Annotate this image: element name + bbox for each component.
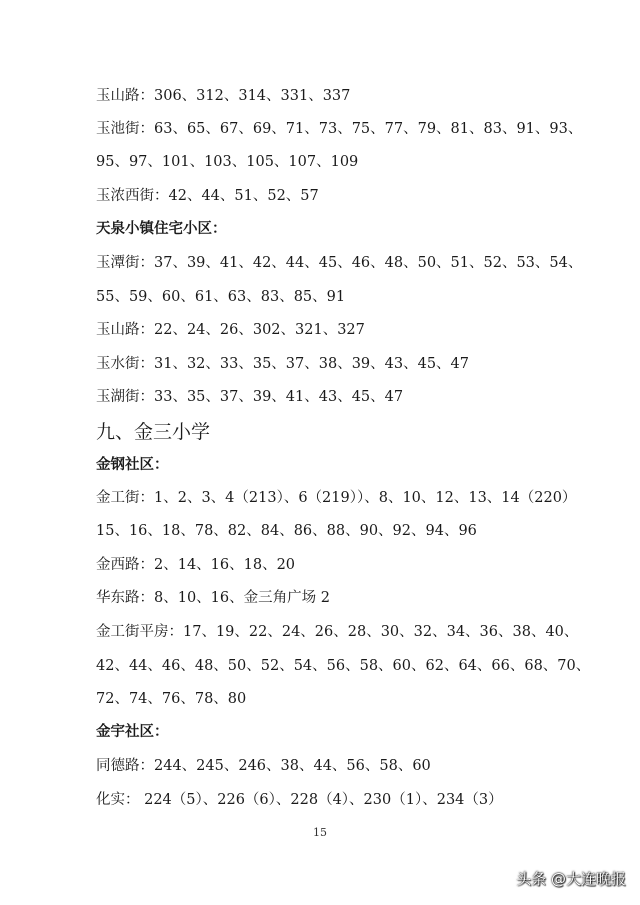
- text-line-jingong-street-cont: 15、16、18、78、82、84、86、88、90、92、94、96: [96, 523, 477, 539]
- text-line-jinxi-road: 金西路：2、14、16、18、20: [96, 557, 296, 573]
- text-line-huashi: 化实： 224（5）、226（6）、228（4）、230（1）、234（3）: [96, 792, 503, 808]
- section-heading-jinsan-school: 九、金三小学: [96, 421, 211, 443]
- text-line-jingong-street-bungalow: 金工街平房：17、19、22、24、26、28、30、32、34、36、38、40、: [96, 624, 579, 640]
- text-line-yuchi-street-cont: 95、97、101、103、105、107、109: [96, 154, 359, 170]
- text-line-yushan-road-2: 玉山路：22、24、26、302、321、327: [96, 322, 365, 338]
- text-line-jingong-street-bungalow-cont-1: 42、44、46、48、50、52、54、56、58、60、62、64、66、68、70、: [96, 658, 591, 674]
- text-line-jingong-street: 金工街：1、2、3、4（213）、6（219））、8、10、12、13、14（220）: [96, 490, 577, 506]
- text-line-yutan-street: 玉潭街：37、39、41、42、44、45、46、48、50、51、52、53、54、: [96, 255, 583, 271]
- text-line-yuchi-street: 玉池街：63、65、67、69、71、73、75、77、79、81、83、91、93、: [96, 121, 583, 137]
- text-line-yushan-road-1: 玉山路：306、312、314、331、337: [96, 88, 351, 104]
- page-number: 15: [313, 826, 327, 839]
- text-line-yutan-street-cont: 55、59、60、61、63、83、85、91: [96, 289, 346, 305]
- text-line-jingong-street-bungalow-cont-2: 72、74、76、78、80: [96, 691, 247, 707]
- text-line-yunongxi-street: 玉浓西街：42、44、51、52、57: [96, 188, 319, 204]
- text-line-tongde-road: 同德路：244、245、246、38、44、56、58、60: [96, 758, 431, 774]
- subheading-jingang-community: 金钢社区：: [96, 457, 169, 473]
- watermark: 头条 @大连晚报: [516, 870, 626, 888]
- subheading-tianquan-xiaozhen: 天泉小镇住宅小区：: [96, 221, 227, 237]
- text-line-yuhu-street: 玉湖街：33、35、37、39、41、43、45、47: [96, 389, 404, 405]
- text-line-huadong-road: 华东路：8、10、16、金三角广场 2: [96, 590, 330, 606]
- text-line-yushui-street: 玉水街：31、32、33、35、37、38、39、43、45、47: [96, 356, 470, 372]
- subheading-jinyu-community: 金宇社区：: [96, 724, 169, 740]
